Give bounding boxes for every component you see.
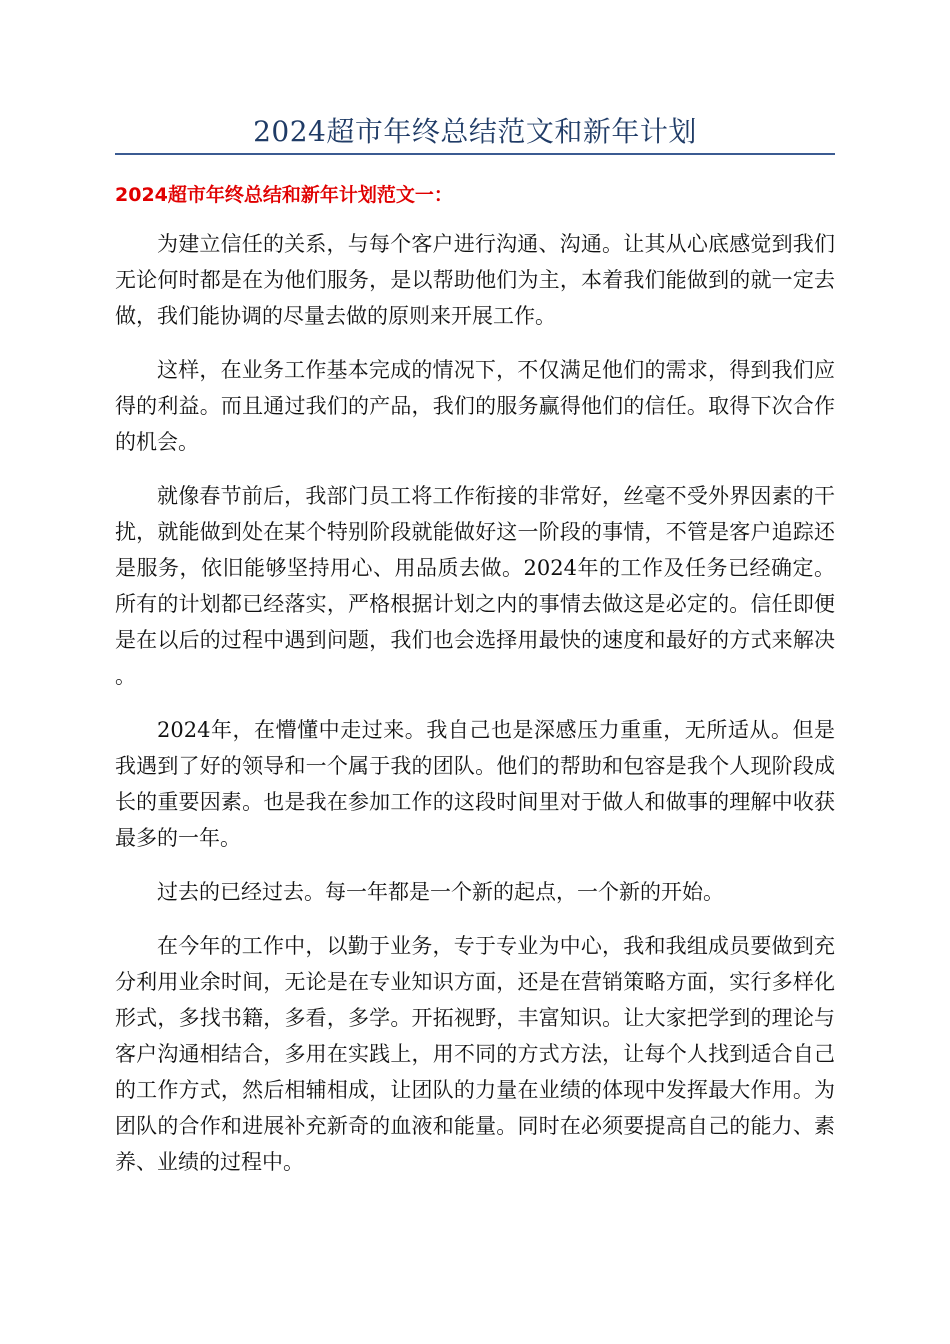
- paragraph-6: 在今年的工作中，以勤于业务，专于专业为中心，我和我组成员要做到充分利用业余时间，无论是在专业知识方面，还是在营销策略方面，实行多样化形式，多找书籍，多看，多学。开拓视野，丰富知识。让大家把学到的理论与客户沟通相结合，多用在实践上，用不同的方式方法，让每个人找到适合自己的工作方式，然后相辅相成，让团队的力量在业绩的体现中发挥最大作用。为团队的合作和进展补充新奇的血液和能量。同时在必须要提高自己的能力、素养、业绩的过程中。: [115, 934, 835, 1174]
- title-underline: [115, 153, 835, 155]
- paragraph-4: 2024年，在懵懂中走过来。我自己也是深感压力重重，无所适从。但是我遇到了好的领导和一个属于我的团队。他们的帮助和包容是我个人现阶段成长的重要因素。也是我在参加工作的这段时间里对于做人和做事的理解中收获最多的一年。: [115, 718, 835, 850]
- section-heading: 2024超市年终总结和新年计划范文一：: [115, 184, 453, 206]
- paragraph-3: 就像春节前后，我部门员工将工作衔接的非常好，丝毫不受外界因素的干扰，就能做到处在某个特别阶段就能做好这一阶段的事情，不管是客户追踪还是服务，依旧能够坚持用心、用品质去做。2024年的工作及任务已经确定。所有的计划都已经落实，严格根据计划之内的事情去做这是必定的。信任即便是在以后的过程中遇到问题，我们也会选择用最快的速度和最好的方式来解决。: [115, 484, 835, 688]
- page-title: 2024超市年终总结范文和新年计划: [253, 115, 697, 148]
- body-text: [115, 226, 835, 1198]
- paragraph-2: 这样，在业务工作基本完成的情况下，不仅满足他们的需求，得到我们应得的利益。而且通过我们的产品，我们的服务赢得他们的信任。取得下次合作的机会。: [115, 358, 835, 454]
- paragraph-5: 过去的已经过去。每一年都是一个新的起点，一个新的开始。: [157, 880, 724, 904]
- paragraph-1: 为建立信任的关系，与每个客户进行沟通、沟通。让其从心底感觉到我们无论何时都是在为他们服务，是以帮助他们为主，本着我们能做到的就一定去做，我们能协调的尽量去做的原则来开展工作。: [115, 232, 835, 328]
